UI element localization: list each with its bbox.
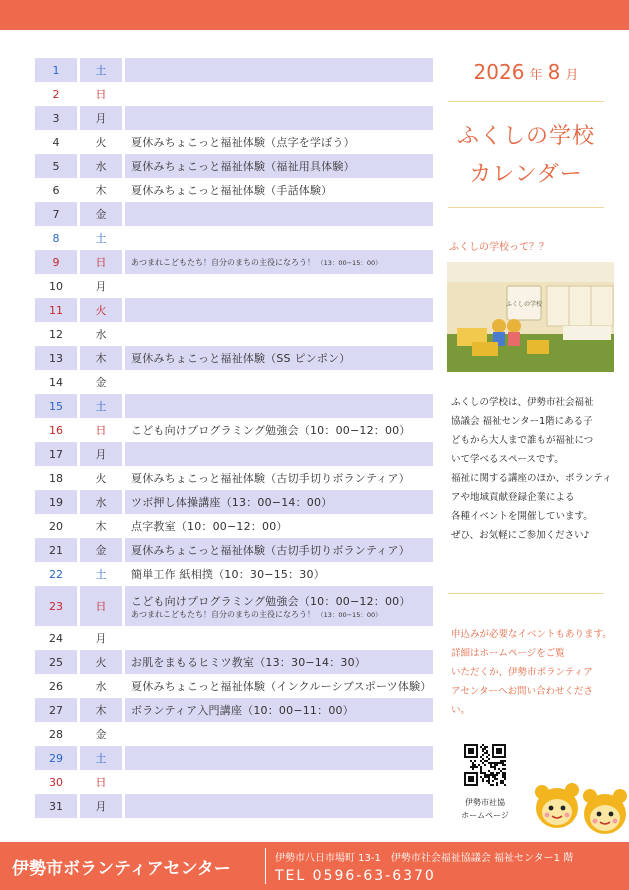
day-number: 27 <box>35 698 77 722</box>
month-kanji: 月 <box>565 68 579 83</box>
event-cell <box>125 202 433 226</box>
event-text: 夏休みちょこっと福祉体験（点字を学ぼう） <box>131 136 355 149</box>
event-cell <box>125 154 433 178</box>
calendar-row <box>35 770 433 794</box>
weekday: 水 <box>80 490 122 514</box>
event-cell <box>125 794 433 818</box>
school-photo <box>447 262 614 372</box>
event-cell <box>125 722 433 746</box>
day-number: 16 <box>49 423 63 437</box>
calendar-row <box>35 418 433 442</box>
telephone: TEL 0596-63-6370 <box>275 868 436 884</box>
event-cell <box>125 650 433 674</box>
calendar-row <box>35 626 433 650</box>
event-time: （13：00−15：00） <box>315 610 382 619</box>
center-name: 伊勢市ボランティアセンター <box>12 859 231 879</box>
text-line: ふくしの学校は、伊勢市社会福祉 <box>451 397 594 408</box>
event-text: こども向けプログラミング勉強会（10：00−12：00） <box>131 424 411 437</box>
event-text: 夏休みちょこっと福祉体験（インクルーシブスポーツ体験） <box>131 680 432 693</box>
calendar-row <box>35 130 433 154</box>
text-line: 申込みが必要なイベントもあります。詳細はホームページをご覧 <box>451 629 612 659</box>
calendar-row <box>35 442 433 466</box>
event-text: 簡単工作 紙相撲（10：30−15：30） <box>131 568 325 581</box>
event-time: （13：00−15：00） <box>315 258 382 267</box>
event-cell <box>125 346 433 370</box>
event-cell <box>125 250 433 274</box>
calendar-row <box>35 82 433 106</box>
day-number: 15 <box>35 394 77 418</box>
weekday: 土 <box>80 746 122 770</box>
day-number: 7 <box>35 202 77 226</box>
weekday: 火 <box>80 298 122 322</box>
divider <box>448 593 604 594</box>
event-cell <box>125 298 433 322</box>
weekday: 木 <box>95 520 107 533</box>
day-number: 10 <box>49 279 63 293</box>
weekday: 日 <box>80 586 122 626</box>
text-line: ぜひ、お気軽にご参加ください♪ <box>451 530 590 541</box>
title-line-2: カレンダー <box>469 162 583 187</box>
day-number: 1 <box>35 58 77 82</box>
event-cell <box>125 178 433 202</box>
event-cell <box>125 698 433 722</box>
event-cell <box>125 370 433 394</box>
day-number: 29 <box>35 746 77 770</box>
day-number: 30 <box>49 775 63 789</box>
day-number: 4 <box>52 135 60 149</box>
event-text: 夏休みちょこっと福祉体験（古切手切りボランティア） <box>131 544 410 557</box>
calendar-row <box>35 346 433 370</box>
weekday: 日 <box>95 776 107 789</box>
day-number: 6 <box>52 183 60 197</box>
text-line: 協議会 福祉センター1階にある子 <box>451 416 593 427</box>
day-number: 3 <box>35 106 77 130</box>
question-heading: ふくしの学校って？？ <box>449 242 549 253</box>
day-number: 17 <box>35 442 77 466</box>
weekday: 土 <box>95 232 107 245</box>
calendar-row <box>35 490 433 514</box>
weekday: 土 <box>95 568 107 581</box>
event-title: あつまれこどもたち！自分のまちの主役になろう！ <box>131 257 315 267</box>
event-cell <box>125 538 433 562</box>
divider <box>448 207 604 208</box>
weekday: 日 <box>80 250 122 274</box>
calendar-row <box>35 250 433 274</box>
text-line: いただくか、伊勢市ボランティア <box>451 667 593 678</box>
weekday: 月 <box>80 442 122 466</box>
day-number: 14 <box>49 375 63 389</box>
calendar-row <box>35 322 433 346</box>
weekday: 土 <box>80 394 122 418</box>
event-text: お肌をまもるヒミツ教室（13：30−14：30） <box>131 656 367 669</box>
address: 伊勢市八日市場町 13-1 伊勢市社会福祉協議会 福祉センター1 階 <box>275 853 574 864</box>
footer-bar <box>0 842 629 890</box>
top-banner <box>0 0 629 30</box>
calendar-row <box>35 674 433 698</box>
calendar-row <box>35 370 433 394</box>
page-title <box>448 118 604 194</box>
event-text-small <box>131 609 382 620</box>
event-text: ボランティア入門講座（10：00−11：00） <box>131 704 354 717</box>
day-number: 20 <box>49 519 63 533</box>
qr-label-line-1: 伊勢市社協 <box>465 798 505 807</box>
event-cell <box>125 418 433 442</box>
event-cell <box>125 514 433 538</box>
calendar-row <box>35 698 433 722</box>
weekday: 火 <box>80 650 122 674</box>
calendar-row <box>35 514 433 538</box>
day-number: 22 <box>49 567 63 581</box>
calendar-table <box>35 58 433 818</box>
weekday: 月 <box>95 280 107 293</box>
day-number: 31 <box>35 794 77 818</box>
event-cell <box>125 586 433 626</box>
calendar-row <box>35 58 433 82</box>
event-text: 夏休みちょこっと福祉体験（SS ピンポン） <box>131 352 351 365</box>
calendar-row <box>35 226 433 250</box>
calendar-row <box>35 154 433 178</box>
event-cell <box>125 130 433 154</box>
event-text-small <box>131 257 382 268</box>
calendar-row <box>35 106 433 130</box>
event-title: あつまれこどもたち！自分のまちの主役になろう！ <box>131 609 315 619</box>
event-cell <box>125 466 433 490</box>
qr-label-line-2: ホームページ <box>461 811 509 820</box>
mascot-icon <box>532 778 628 840</box>
event-cell <box>125 274 433 298</box>
weekday: 水 <box>95 680 107 693</box>
weekday: 金 <box>95 728 107 741</box>
title-line-1: ふくしの学校 <box>456 124 595 149</box>
event-text: ツボ押し体操講座（13：00−14：00） <box>131 496 333 509</box>
footer-divider <box>265 848 266 884</box>
weekday: 日 <box>95 88 107 101</box>
event-text: 夏休みちょこっと福祉体験（手話体験） <box>131 184 333 197</box>
day-number: 12 <box>49 327 63 341</box>
event-cell <box>125 746 433 770</box>
event-cell <box>125 562 433 586</box>
event-text: 夏休みちょこっと福祉体験（古切手切りボランティア） <box>131 472 410 485</box>
calendar-row <box>35 178 433 202</box>
text-line: アセンターへお問い合わせくださ <box>451 686 594 697</box>
weekday: 木 <box>80 698 122 722</box>
calendar-row <box>35 746 433 770</box>
event-cell <box>125 442 433 466</box>
calendar-row <box>35 538 433 562</box>
calendar-row <box>35 298 433 322</box>
photo-sign-text: ふくしの学校 <box>505 301 543 308</box>
text-line: どもから大人まで誰もが福祉につ <box>451 435 594 446</box>
weekday: 日 <box>95 424 107 437</box>
event-cell <box>125 322 433 346</box>
event-cell <box>125 674 433 698</box>
event-cell <box>125 626 433 650</box>
event-cell <box>125 106 433 130</box>
calendar-row <box>35 722 433 746</box>
event-text: 点字教室（10：00−12：00） <box>131 520 288 533</box>
application-note <box>451 625 621 720</box>
day-number: 23 <box>35 586 77 626</box>
weekday: 土 <box>80 58 122 82</box>
weekday: 木 <box>95 184 107 197</box>
day-number: 18 <box>49 471 63 485</box>
day-number: 8 <box>52 231 60 245</box>
day-number: 21 <box>35 538 77 562</box>
event-cell <box>125 394 433 418</box>
weekday: 月 <box>80 794 122 818</box>
weekday: 火 <box>95 472 107 485</box>
calendar-row <box>35 394 433 418</box>
event-cell <box>125 226 433 250</box>
day-number: 19 <box>35 490 77 514</box>
calendar-row <box>35 586 433 626</box>
year-number: 2026 <box>473 60 525 84</box>
event-cell <box>125 58 433 82</box>
calendar-row <box>35 650 433 674</box>
calendar-row <box>35 274 433 298</box>
calendar-month-heading <box>448 60 604 84</box>
month-number: 8 <box>547 60 561 84</box>
day-number: 2 <box>52 87 60 101</box>
event-cell <box>125 770 433 794</box>
weekday: 金 <box>80 202 122 226</box>
day-number: 13 <box>35 346 77 370</box>
calendar-row <box>35 202 433 226</box>
event-cell <box>125 490 433 514</box>
divider <box>448 101 604 102</box>
day-number: 11 <box>35 298 77 322</box>
text-line: いて学べるスペースです。 <box>451 454 564 465</box>
day-number: 28 <box>49 727 63 741</box>
day-number: 5 <box>35 154 77 178</box>
calendar-row <box>35 466 433 490</box>
weekday: 月 <box>80 106 122 130</box>
weekday: 金 <box>80 538 122 562</box>
weekday: 木 <box>80 346 122 370</box>
day-number: 25 <box>35 650 77 674</box>
event-text: こども向けプログラミング勉強会（10：00−12：00） <box>131 594 411 608</box>
weekday: 金 <box>95 376 107 389</box>
text-line: 福祉に関する講座のほか、ボランティアや地域貢献登録企業による <box>451 473 612 503</box>
calendar-row <box>35 562 433 586</box>
school-description <box>451 393 619 545</box>
text-line: 各種イベントを開催しています。 <box>451 511 593 522</box>
event-text: 夏休みちょこっと福祉体験（福祉用具体験） <box>131 160 355 173</box>
day-number: 9 <box>35 250 77 274</box>
weekday: 水 <box>80 154 122 178</box>
weekday: 火 <box>95 136 107 149</box>
qr-code-icon[interactable] <box>464 744 506 786</box>
weekday: 水 <box>95 328 107 341</box>
event-cell <box>125 82 433 106</box>
day-number: 24 <box>49 631 63 645</box>
calendar-row <box>35 794 433 818</box>
weekday: 月 <box>95 632 107 645</box>
year-kanji: 年 <box>529 68 543 83</box>
day-number: 26 <box>49 679 63 693</box>
text-line: い。 <box>451 705 471 716</box>
qr-label <box>452 796 518 822</box>
